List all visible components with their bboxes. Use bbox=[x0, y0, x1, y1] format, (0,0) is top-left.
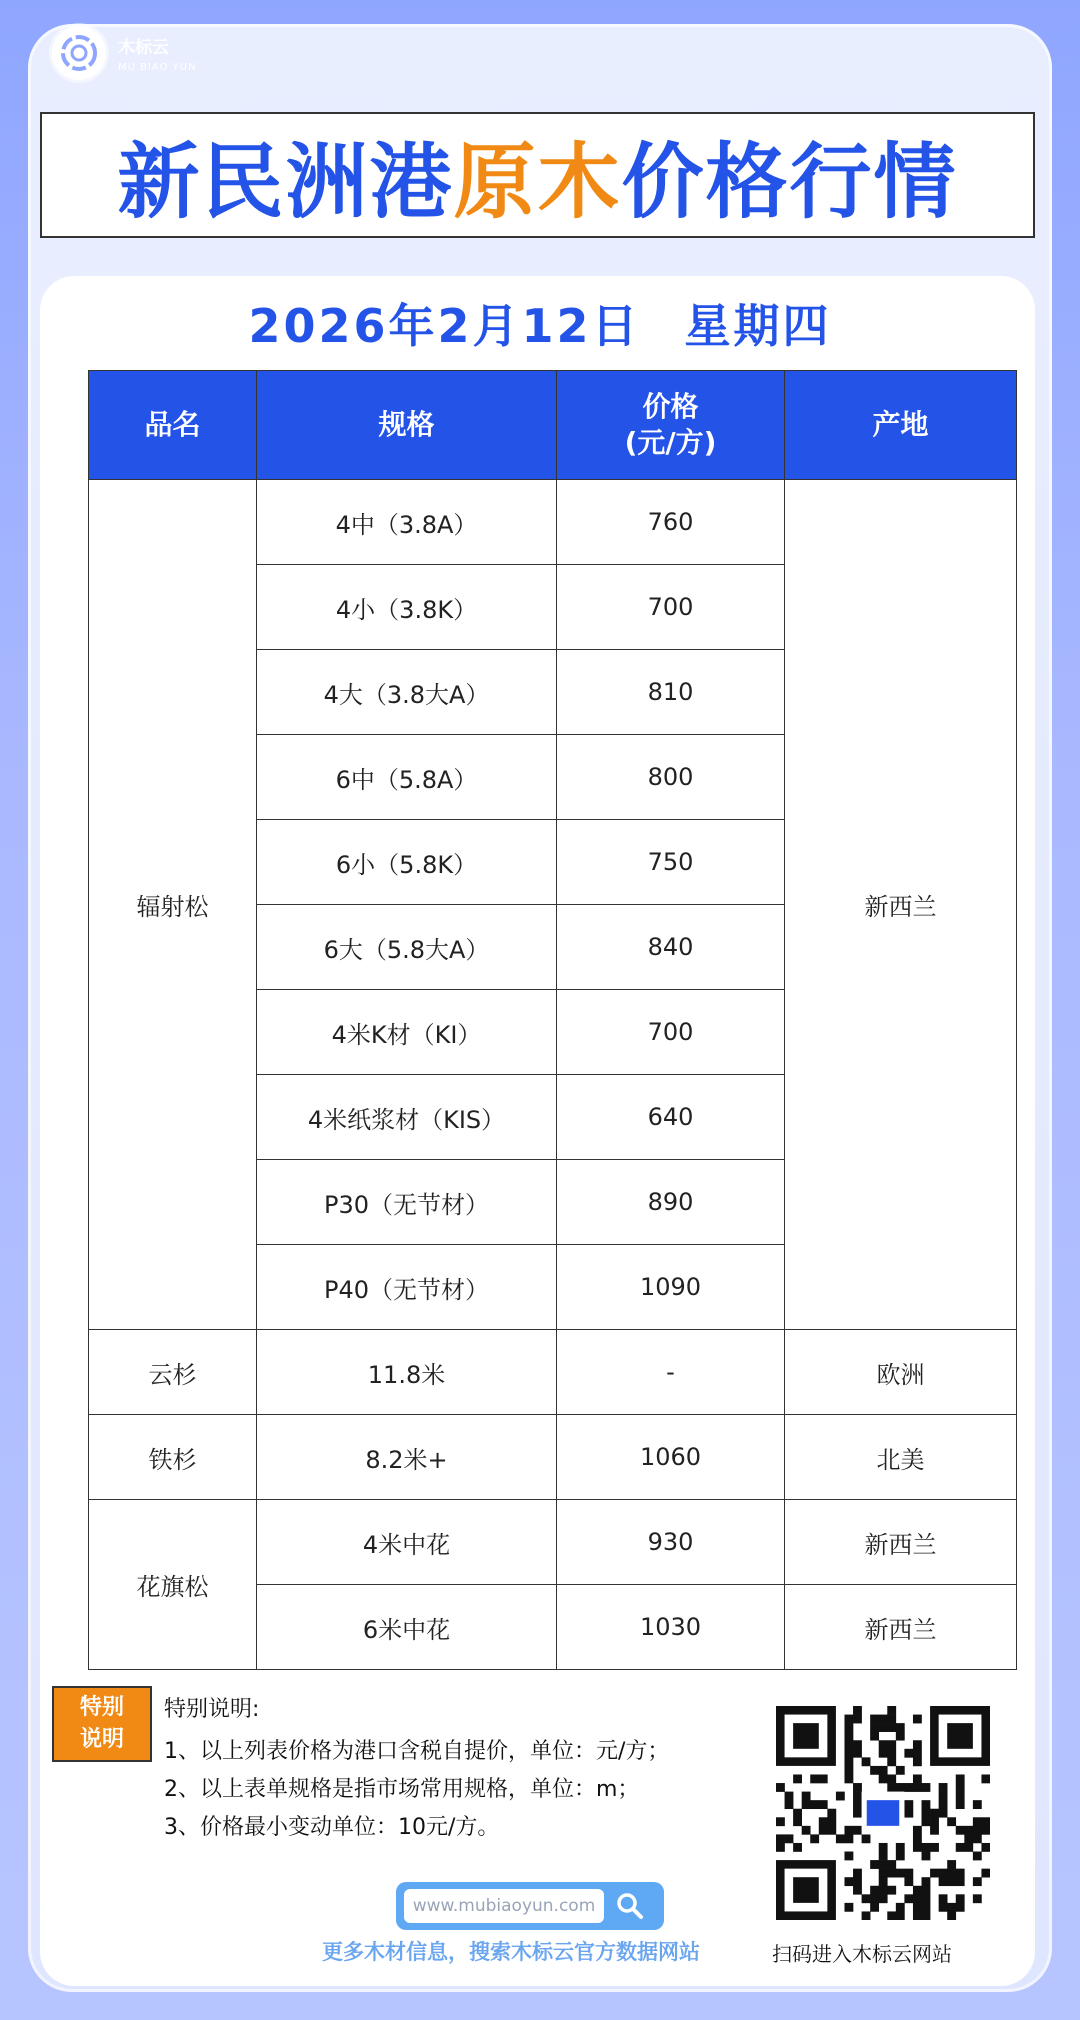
table-row bbox=[89, 1500, 1017, 1585]
column-header: 价格 (元/方) bbox=[557, 371, 785, 480]
notes-line-2: 2、以上表单规格是指市场常用规格，单位：m； bbox=[164, 1777, 640, 1802]
table-header-row bbox=[89, 371, 1017, 480]
product-name-cell: 花旗松 bbox=[89, 1500, 257, 1670]
title-part-1: 新民洲港 bbox=[117, 134, 454, 230]
price-cell: 800 bbox=[557, 735, 785, 820]
spec-cell: 11.8米 bbox=[257, 1330, 557, 1415]
price-cell: 1090 bbox=[557, 1245, 785, 1330]
price-cell: 930 bbox=[557, 1500, 785, 1585]
search-icon[interactable] bbox=[614, 1890, 646, 1926]
notes-title: 特别说明: bbox=[164, 1697, 260, 1722]
product-name-cell: 辐射松 bbox=[89, 480, 257, 1330]
spec-cell: 4小（3.8K） bbox=[257, 565, 557, 650]
brand-name: 木标云 bbox=[118, 38, 169, 58]
origin-cell: 新西兰 bbox=[785, 1585, 1017, 1670]
price-table bbox=[88, 370, 1017, 1670]
price-cell: - bbox=[557, 1330, 785, 1415]
notes-line-1: 1、以上列表价格为港口含税自提价，单位：元/方； bbox=[164, 1739, 670, 1764]
page-title bbox=[117, 117, 957, 234]
qr-caption: 扫码进入木标云网站 bbox=[772, 1942, 952, 1966]
price-cell: 890 bbox=[557, 1160, 785, 1245]
table-row bbox=[89, 1330, 1017, 1415]
title-part-3: 价格行情 bbox=[621, 134, 958, 230]
product-name-cell: 铁杉 bbox=[89, 1415, 257, 1500]
footer-tagline: 更多木材信息，搜索木标云官方数据网站 bbox=[322, 1940, 700, 1964]
spec-cell: 6米中花 bbox=[257, 1585, 557, 1670]
brand-name-en: MU BIAO YUN bbox=[118, 62, 197, 73]
price-cell: 700 bbox=[557, 565, 785, 650]
date-day: 2026年2月12日 bbox=[248, 299, 641, 353]
spec-cell: 8.2米+ bbox=[257, 1415, 557, 1500]
search-bar[interactable] bbox=[396, 1882, 664, 1930]
table-row bbox=[89, 1415, 1017, 1500]
product-name-cell: 云杉 bbox=[89, 1330, 257, 1415]
search-input[interactable]: www.mubiaoyun.com bbox=[404, 1889, 604, 1923]
price-cell: 840 bbox=[557, 905, 785, 990]
spec-cell: P30（无节材） bbox=[257, 1160, 557, 1245]
origin-cell: 新西兰 bbox=[785, 480, 1017, 1330]
price-cell: 750 bbox=[557, 820, 785, 905]
title-part-2: 原木 bbox=[453, 134, 622, 230]
spec-cell: 4米中花 bbox=[257, 1500, 557, 1585]
spec-cell: 6大（5.8大A） bbox=[257, 905, 557, 990]
column-header: 产地 bbox=[785, 371, 1017, 480]
spec-cell: 4中（3.8A） bbox=[257, 480, 557, 565]
brand-logo bbox=[52, 26, 197, 80]
origin-cell: 北美 bbox=[785, 1415, 1017, 1500]
qr-code[interactable] bbox=[776, 1706, 990, 1920]
origin-cell: 欧洲 bbox=[785, 1330, 1017, 1415]
price-cell: 640 bbox=[557, 1075, 785, 1160]
column-header: 规格 bbox=[257, 371, 557, 480]
spec-cell: 4米K材（KI） bbox=[257, 990, 557, 1075]
spec-cell: 6中（5.8A） bbox=[257, 735, 557, 820]
notes-badge: 特别 说明 bbox=[52, 1686, 152, 1762]
notes-line-3: 3、价格最小变动单位：10元/方。 bbox=[164, 1815, 500, 1840]
date-weekday: 星期四 bbox=[684, 299, 832, 353]
spec-cell: 4米纸浆材（KIS） bbox=[257, 1075, 557, 1160]
price-cell: 1030 bbox=[557, 1585, 785, 1670]
price-cell: 1060 bbox=[557, 1415, 785, 1500]
date-line bbox=[0, 290, 1080, 356]
origin-cell: 新西兰 bbox=[785, 1500, 1017, 1585]
price-cell: 760 bbox=[557, 480, 785, 565]
column-header: 品名 bbox=[89, 371, 257, 480]
spec-cell: 6小（5.8K） bbox=[257, 820, 557, 905]
title-banner bbox=[40, 112, 1035, 238]
price-cell: 700 bbox=[557, 990, 785, 1075]
spec-cell: 4大（3.8大A） bbox=[257, 650, 557, 735]
brand-logo-icon bbox=[52, 26, 106, 80]
spec-cell: P40（无节材） bbox=[257, 1245, 557, 1330]
price-cell: 810 bbox=[557, 650, 785, 735]
table-row bbox=[89, 480, 1017, 565]
